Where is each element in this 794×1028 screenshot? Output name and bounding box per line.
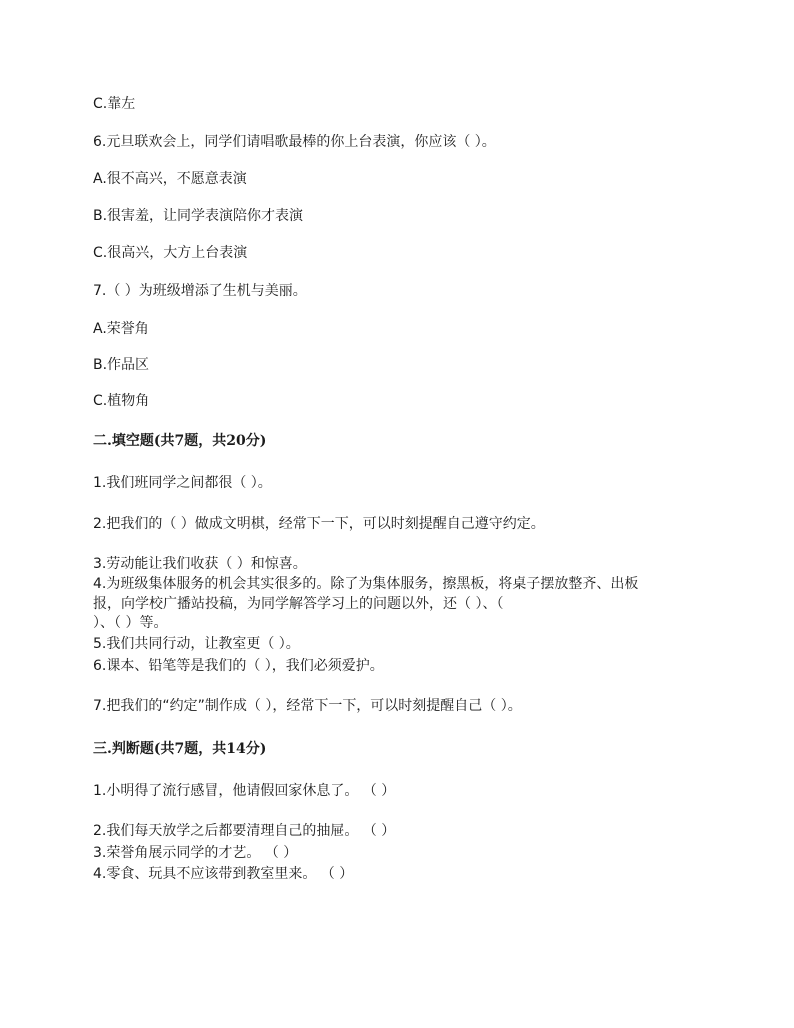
fill-item-4-line3: ）、（ ）等。 — [93, 615, 168, 631]
fill-item-4-line1: 4.为班级集体服务的机会其实很多的。除了为集体服务，擦黑板，将桌子摆放整齐、出板 — [93, 576, 639, 592]
fill-item-3: 3.劳动能让我们收获（ ）和惊喜。 — [93, 556, 307, 572]
q7-option-c: C.植物角 — [93, 393, 150, 409]
fill-item-6: 6.课本、铅笔等是我们的（ ），我们必须爱护。 — [93, 658, 384, 674]
judge-item-1: 1.小明得了流行感冒，他请假回家休息了。 （ ） — [93, 783, 396, 799]
q6-option-b: B.很害羞，让同学表演陪你才表演 — [93, 208, 304, 224]
judge-item-3: 3.荣誉角展示同学的才艺。 （ ） — [93, 845, 298, 861]
q6-option-a: A.很不高兴，不愿意表演 — [93, 171, 247, 187]
fill-item-5: 5.我们共同行动，让教室更（ ）。 — [93, 636, 300, 652]
q7-option-a: A.荣誉角 — [93, 321, 149, 337]
fill-item-4-line2: 报，向学校广播站投稿，为同学解答学习上的问题以外，还（ ）、（ — [93, 596, 504, 612]
section2-heading: 二.填空题(共7题，共20分) — [93, 433, 267, 449]
fill-item-2: 2.把我们的（ ）做成文明棋，经常下一下，可以时刻提醒自己遵守约定。 — [93, 516, 545, 532]
q7-option-b: B.作品区 — [93, 357, 150, 373]
fill-item-7: 7.把我们的“约定”制作成（ ），经常下一下，可以时刻提醒自己（ ）。 — [93, 698, 522, 714]
q6-stem: 6.元旦联欢会上，同学们请唱歌最棒的你上台表演，你应该（ ）。 — [93, 134, 496, 150]
fill-item-1: 1.我们班同学之间都很（ ）。 — [93, 475, 272, 491]
judge-item-4: 4.零食、玩具不应该带到教室里来。 （ ） — [93, 866, 354, 882]
section3-heading: 三.判断题(共7题，共14分) — [93, 741, 267, 757]
judge-item-2: 2.我们每天放学之后都要清理自己的抽屉。 （ ） — [93, 823, 396, 839]
q5-option-c: C.靠左 — [93, 96, 136, 112]
q6-option-c: C.很高兴，大方上台表演 — [93, 245, 248, 261]
q7-stem: 7.（ ）为班级增添了生机与美丽。 — [93, 283, 307, 299]
